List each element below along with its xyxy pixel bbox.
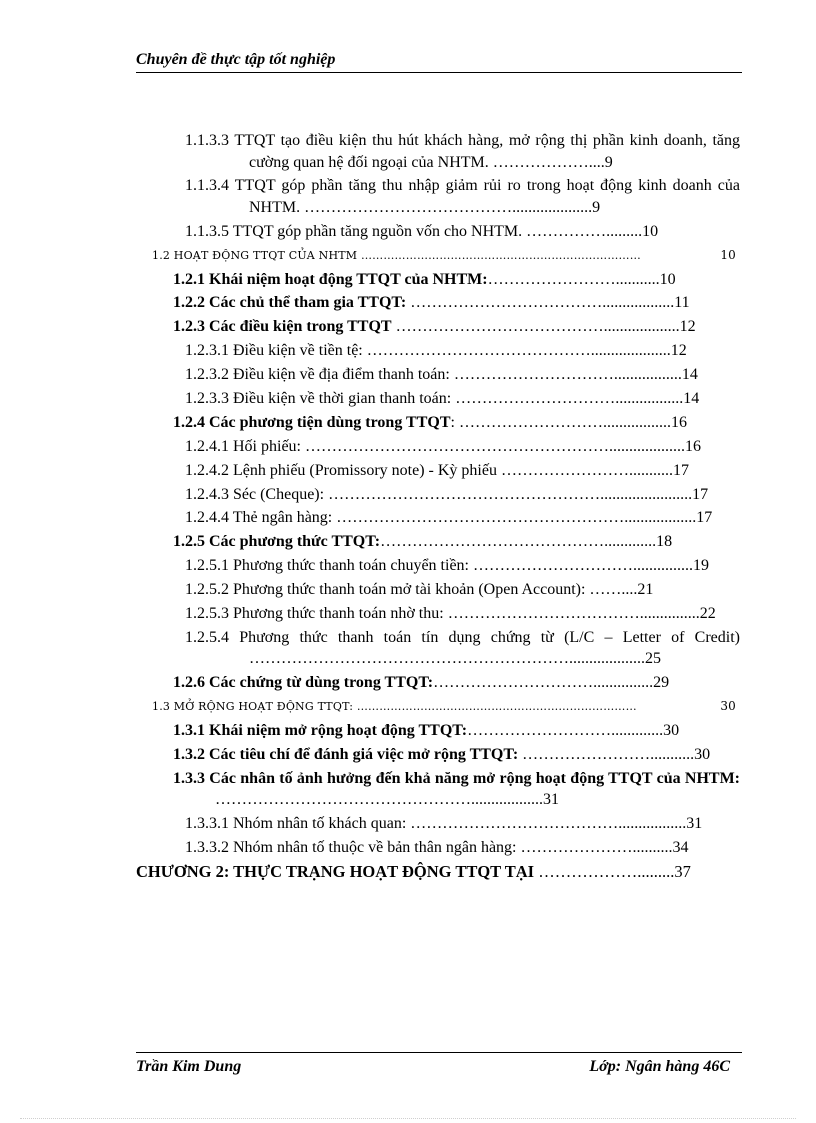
toc-entry-page: 30 [720, 699, 736, 714]
toc-entry-page: 31 [543, 791, 559, 809]
toc-entry-text: 1.2.4.1 Hối phiếu: …………………………………………………................... [185, 437, 685, 455]
toc-entry-page: 29 [653, 674, 670, 692]
toc-entry-text: 1.2.2 Các chủ thể tham gia TTQT: [173, 294, 407, 312]
toc-entry [136, 412, 740, 434]
toc-entry-leader: ………………......... [534, 862, 675, 882]
toc-entry-text: 1.3.3 Các nhân tố ảnh hưởng đến khả năng mở rộng hoạt động TTQT của NHTM: [173, 769, 740, 787]
toc-entry [136, 672, 740, 694]
page-footer [136, 1052, 742, 1075]
toc-entry [136, 175, 740, 218]
toc-entry-leader: ……………………………………............. [380, 533, 657, 551]
toc-entry-text: 1.2.3.2 Điều kiện về địa điểm thanh toán: …………………………................. [185, 366, 682, 384]
toc-entry-text: 1.2.5.1 Phương thức thanh toán chuyển tiền: …………………………............... [185, 557, 693, 575]
toc-entry-text: 1.2.3.1 Điều kiện về tiền tệ: …………………………………….................... [185, 342, 671, 360]
toc-entry-page: 31 [686, 815, 703, 833]
toc-entry-page: 37 [674, 862, 691, 882]
toc-entry-leader: : ………………………................. [450, 413, 671, 431]
toc-entry-text: 1.2.3.3 Điều kiện về thời gian thanh toán: …………………………................. [185, 390, 684, 408]
toc-entry [136, 744, 740, 766]
toc-entry-page: 30 [694, 745, 711, 763]
toc-entry-page: 19 [692, 557, 709, 575]
toc-entry-text: 1.3.3.1 Nhóm nhân tố khách quan: …………………………………................. [185, 815, 687, 833]
toc-entry-page: 17 [696, 509, 713, 527]
toc-entry [136, 436, 740, 458]
toc-entry-page: 12 [670, 342, 687, 360]
toc-entry-page: 11 [674, 294, 690, 312]
toc-entry [136, 768, 740, 811]
toc-entry-text: 1.3 MỞ RỘNG HOẠT ĐỘNG TTQT: ………………………………………………………………… [152, 700, 637, 714]
toc-entry-page: 25 [645, 650, 661, 668]
toc-entry-text: 1.2.1 Khái niệm hoạt động TTQT của NHTM: [173, 270, 488, 288]
toc-entry-text: 1.1.3.4 TTQT góp phần tăng thu nhập giảm rủi ro trong hoạt động kinh doanh của NHTM. ………………………………….................... [185, 177, 740, 216]
toc-entry [136, 221, 740, 243]
toc-entry-text: 1.2.3 Các điều kiện trong TTQT [173, 318, 392, 336]
toc-entry-text: 1.2.5.3 Phương thức thanh toán nhờ thu: ………………………………............... [185, 605, 700, 623]
toc-entry-text: 1.2.4.2 Lệnh phiếu (Promissory note) - Kỳ phiếu ……………………........... [185, 461, 673, 479]
toc-entry-page: 9 [592, 198, 601, 216]
toc-entry-text: 1.1.3.5 TTQT góp phần tăng nguồn vốn cho NHTM. ……………......... [185, 222, 643, 240]
toc-entry-text: 1.2.4 Các phương tiện dùng trong TTQT [173, 413, 451, 431]
toc-entry-leader: …………………………………................... [391, 318, 680, 336]
toc-entry-page: 17 [672, 461, 689, 479]
toc-entry [136, 603, 740, 625]
toc-entry-page: 21 [637, 581, 654, 599]
toc-entry-page: 14 [683, 390, 700, 408]
toc-entry [136, 364, 740, 386]
toc-entry-text: CHƯƠNG 2: THỰC TRẠNG HOẠT ĐỘNG TTQT TẠI [136, 862, 535, 882]
toc-entry [136, 484, 740, 506]
toc-entry-text: 1.3.1 Khái niệm mở rộng hoạt động TTQT: [173, 722, 468, 740]
toc-entry-page: 14 [681, 366, 698, 384]
toc-entry [136, 269, 740, 291]
toc-entry-page: 17 [692, 485, 709, 503]
toc-entry-page: 10 [659, 270, 676, 288]
toc-entry-text: 1.2.5.4 Phương thức thanh toán tín dụng chứng từ (L/C – Letter of Credit) ……………………………………………………................... [185, 628, 740, 668]
toc-entry-page: 10 [642, 222, 659, 240]
header-title: Chuyên đề thực tập tốt nghiệp [136, 51, 336, 68]
toc-section-heading [136, 696, 740, 718]
toc-entry [136, 555, 740, 577]
toc-entry [136, 292, 740, 314]
toc-entry-page: 12 [679, 318, 696, 336]
toc-entry-text: 1.1.3.3 TTQT tạo điều kiện thu hút khách hàng, mở rộng thị phần kinh doanh, tăng cường quan hệ đối ngoại của NHTM. ……………….... [185, 132, 740, 171]
toc-entry [136, 507, 740, 529]
toc-entry [136, 130, 740, 173]
toc-entry [136, 340, 740, 362]
toc-entry-text: 1.2 HOẠT ĐỘNG TTQT CỦA NHTM ………………………………………………………………… [152, 248, 641, 262]
table-of-contents [136, 130, 740, 885]
toc-entry-leader: ………………………............. [467, 722, 664, 740]
toc-entry-text: 1.2.5.2 Phương thức thanh toán mở tài khoản (Open Account): …….... [185, 581, 638, 599]
toc-entry-page: 30 [663, 722, 680, 740]
toc-entry-page: 34 [672, 839, 689, 857]
toc-entry [136, 579, 740, 601]
page-header [136, 50, 742, 73]
toc-entry-page: 16 [670, 413, 687, 431]
toc-entry-text: 1.2.4.3 Séc (Cheque): ……………………………………………....................... [185, 485, 693, 503]
toc-entry [136, 316, 740, 338]
toc-entry [136, 813, 740, 835]
toc-entry [136, 460, 740, 482]
toc-entry-leader: ……………………........... [518, 745, 695, 763]
toc-entry-text: 1.2.6 Các chứng từ dùng trong TTQT: [173, 674, 434, 692]
toc-entry-leader: ………………………………………….................. [215, 791, 543, 809]
toc-entry [136, 531, 740, 553]
footer-author: Trần Kim Dung [136, 1058, 242, 1075]
toc-entry-page: 22 [699, 605, 716, 623]
toc-entry-text: 1.3.2 Các tiêu chí để đánh giá việc mở rộng TTQT: [173, 745, 519, 763]
toc-entry-page: 10 [720, 247, 736, 262]
page-edge-divider [20, 1118, 796, 1119]
toc-entry [136, 627, 740, 670]
footer-class: Lớp: Ngân hàng 46C [589, 1058, 730, 1075]
toc-entry-text: 1.2.4.4 Thẻ ngân hàng: ……………………………………………….................. [185, 509, 697, 527]
toc-entry [136, 837, 740, 859]
toc-chapter-entry [136, 861, 740, 883]
toc-entry [136, 388, 740, 410]
toc-entry-page: 18 [656, 533, 673, 551]
toc-entry-text: 1.2.5 Các phương thức TTQT: [173, 533, 381, 551]
toc-entry-leader: …………………………............... [433, 674, 654, 692]
toc-entry-leader: ……………………........... [487, 270, 660, 288]
toc-entry-leader: ……………………………….................. [406, 294, 675, 312]
toc-entry [136, 720, 740, 742]
toc-entry-page: 9 [604, 153, 613, 171]
toc-entry-text: 1.3.3.2 Nhóm nhân tố thuộc về bản thân ngân hàng: ………………….......... [185, 839, 673, 857]
toc-section-heading [136, 245, 740, 267]
toc-entry-page: 16 [685, 437, 701, 455]
